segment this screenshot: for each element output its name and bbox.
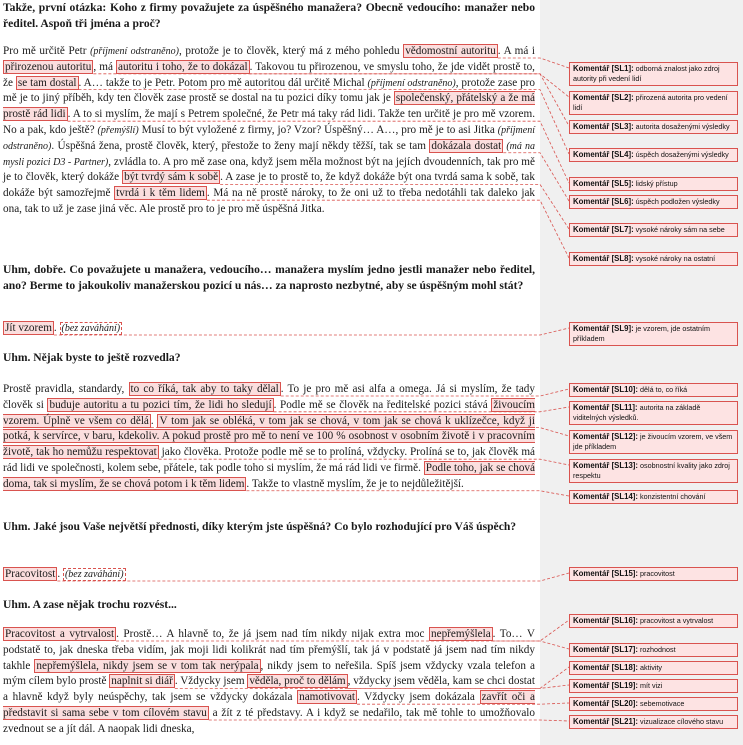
comment-label: [SL13]: (611, 461, 639, 470)
comment-anchor-sl19[interactable]: věděla, proč to dělám (249, 675, 346, 688)
text-run: . (150, 414, 158, 427)
comment-anchor-sl16[interactable]: Pracovitost a vytrvalost (5, 628, 115, 640)
text-run: . A má i (497, 45, 536, 57)
comment-sl18[interactable] (569, 661, 738, 675)
text-run: . Vždycky jsem (174, 675, 248, 688)
text-run: , vždycky jsem věděla, kam se chci dostat a hlavně když byly neúspěchy, tak jsem se vždycky dokázala (3, 675, 535, 704)
text-run: , má (93, 60, 117, 73)
comment-prefix: Komentář (573, 616, 610, 625)
comment-text: je vzorem, jde ostatním příkladem (573, 324, 710, 343)
comment-sl10[interactable] (569, 383, 738, 397)
question-4: Uhm. Jaké jsou Vaše největší přednosti, díky kterým jste úspěšná? Co bylo rozhodující pro Váš úspěch? (3, 520, 517, 533)
comment-label: [SL14]: (611, 492, 639, 501)
question-3: Uhm. Nějak byste to ještě rozvedla? (3, 351, 181, 364)
text-run: . A… takže to je Petr. Potom pro mě autoritou dál určitě Michal (78, 76, 368, 89)
comment-anchor-sl8[interactable]: tvrdá i k těm lidem (116, 187, 205, 200)
comment-label: [SL10]: (611, 385, 639, 394)
comment-label: [SL2]: (611, 93, 634, 102)
comment-anchor-sl17-cont[interactable]: nepřemýšlela, nikdy jsem se v tom tak nerýpala (36, 659, 259, 672)
comment-sl13[interactable] (569, 459, 738, 483)
comment-text: autorita na základě viditelných výsledků. (573, 403, 701, 422)
text-run: a žít z té představy. A i když se nedařilo, tak mě tohle to umožňovalo zvednout se a jít dál. A naopak lidi dneska, (3, 706, 535, 735)
comment-anchor-sl3[interactable]: autoritu i toho, že to dokázal (118, 60, 248, 73)
comment-sl15[interactable] (569, 567, 738, 581)
comment-prefix: Komentář (573, 645, 610, 654)
text-run: . (53, 322, 60, 334)
comment-sl20[interactable] (569, 697, 738, 711)
comment-sl16[interactable] (569, 614, 738, 628)
comment-sl6[interactable] (569, 195, 738, 209)
text-run: jako člověka. Protože podle mě se to prolíná, vždycky. Prolíná se to, jak člověk má rád lidi ve společnosti, kolem sebe, přátele, tak podle toho si myslím, že má rád lidi ve firmě. (3, 446, 535, 474)
text-run: . Má na ně prostě nároky, to že oni už to třeba nedotáhli tak daleko jak ona, tak to už je zase jiná věc. Ale prostě pro to je pro mě úspěšná Jitka. (3, 187, 535, 215)
text-run: . To je pro mě asi alfa a omega. Já si myslím, že tady člověk si (3, 383, 535, 411)
question-5: Uhm. A zase nějak trochu rozvést... (3, 598, 177, 611)
note: (příjmení odstraněno) (3, 124, 535, 152)
text-run: , protože je to člověk, který má z mého pohledu (178, 45, 404, 57)
text-run: Pro mě určitě Petr (3, 45, 91, 57)
text-run: , zvládla to. A pro mě zase ona, když jsem měla možnost být na jejích dvoudenních, tak pro mě je to člověk, který dokáže (3, 155, 535, 184)
comment-anchor-sl4[interactable]: se tam dostal (17, 76, 77, 89)
comment-text: úspěch podložen výsledky (635, 197, 720, 206)
note: (přemýšlí) (97, 124, 139, 136)
comment-label: [SL1]: (611, 64, 634, 73)
comment-anchor-sl9[interactable]: Jít vzorem (5, 322, 52, 334)
comment-anchor-sl13[interactable]: V tom jak se obléká, v tom jak se chová, v tom jak se chová k uklízečce, když ji potká, k servírce, v baru, kdekoliv. A pokud prostě pro mě to není ve 100 % osobnost v osobním životě i v pracovním životě, tak ho nemůžu respektovat (3, 414, 535, 459)
comment-text: vysoké nároky sám na sebe (635, 225, 725, 234)
note: (příjmení odstraněno) (90, 46, 179, 57)
comment-label: [SL7]: (611, 225, 634, 234)
comment-text: vizualizace cílového stavu (640, 717, 724, 726)
text-run: . A to si myslím, že mají s Petrem společné, že Petr má taky rád lidi. Takže ten určitě je pro mě vzorem. No a pak, kdo ještě? (3, 108, 535, 136)
comment-anchor-sl2[interactable]: přirozenou autoritu (5, 60, 92, 73)
comment-sl2[interactable] (569, 91, 738, 115)
answer-3 (3, 382, 535, 493)
comment-prefix: Komentář (573, 699, 610, 708)
comment-label: [SL19]: (611, 681, 639, 690)
comment-prefix: Komentář (573, 64, 610, 73)
comment-label: [SL12]: (611, 432, 639, 441)
comment-label: [SL11]: (611, 403, 638, 412)
question-1: Takže, první otázka: Koho z firmy považujete za úspěšného manažera? Obecně vedoucího: manažer nebo ředitel. Aspoň tři jména a proč? (3, 1, 535, 30)
comment-prefix: Komentář (573, 717, 610, 726)
comment-label: [SL3]: (611, 122, 634, 131)
comment-prefix: Komentář (573, 681, 610, 690)
text-run: . (57, 568, 63, 580)
comment-text: rozhodnost (640, 645, 676, 654)
comment-prefix: Komentář (573, 179, 610, 188)
comment-prefix: Komentář (573, 432, 610, 441)
comment-prefix: Komentář (573, 403, 610, 412)
comment-anchor-sl12[interactable]: živoucím vzorem. Úplně ve všem co dělá (3, 398, 535, 427)
answer-1 (3, 44, 535, 218)
comment-sl9[interactable] (569, 322, 738, 346)
text-run: Musí to být vyložené z firmy, jo? Vzor? Úspěšný… A…, pro mě je to asi Jitka (138, 123, 498, 136)
text-run: , protože zase pro mě je to jiný příběh, kdy ten člověk zase prostě se dostal na tu pozici díky tomu jak je (3, 76, 535, 105)
comment-text: dělá to, co říká (640, 385, 688, 394)
comment-prefix: Komentář (573, 122, 610, 131)
comment-anchor-sl18[interactable]: naplnit si diář (111, 675, 173, 688)
text-run: . Takovou tu přirozenou, ve smyslu toho, že jde vidět prostě to, že (3, 60, 535, 89)
comment-anchor-sl21[interactable]: zavřít oči a představit si sama sebe v tom cílovém stavu (3, 691, 535, 719)
comment-text: úspěch dosaženými výsledky (635, 150, 729, 159)
comment-text: lidský přístup (635, 179, 678, 188)
comment-anchor-sl6[interactable]: dokázala dostat (431, 139, 502, 152)
comment-text: sebemotivace (640, 699, 685, 708)
comment-label: [SL21]: (611, 717, 639, 726)
comment-label: [SL18]: (611, 663, 639, 672)
text-run: . A zase je to prostě to, že když dokáže být ona tvrdá sama k sobě, tak dokáže být samozřejmě (3, 171, 535, 200)
text-run: . Prostě… A hlavně to, že já jsem nad tím nikdy nijak extra moc (116, 628, 430, 640)
text-run: Prostě pravidla, standardy, (3, 383, 129, 395)
comment-prefix: Komentář (573, 569, 610, 578)
comment-text: konzistentní chování (640, 492, 706, 501)
comment-text: přirozená autorita pro vedení lidí (573, 93, 728, 112)
note: (příjmení odstraněno) (367, 77, 456, 89)
text-run: . Takže to vlastně myslím, že je to nejdůležitější. (246, 477, 464, 490)
comment-label: [SL8]: (611, 254, 634, 263)
comment-sl17[interactable] (569, 643, 738, 657)
comment-label: [SL15]: (611, 569, 639, 578)
comment-text: osobnostní kvality jako zdroj respektu (573, 461, 730, 480)
comment-prefix: Komentář (573, 254, 610, 263)
comment-sl19[interactable] (569, 679, 738, 693)
comment-sl4[interactable] (569, 148, 738, 162)
comment-prefix: Komentář (573, 197, 610, 206)
comment-label: [SL17]: (611, 645, 639, 654)
comment-sl7[interactable] (569, 223, 738, 237)
comment-label: [SL9]: (611, 324, 634, 333)
comment-anchor-sl10[interactable]: to co říká, tak aby to taky dělal (130, 383, 279, 395)
comment-label: [SL5]: (611, 179, 634, 188)
question-2: Uhm, dobře. Co považujete u manažera, vedoucího… manažera myslím jedno jestli manažer nebo ředitel, ano? Berme to jakoukoliv manažerskou pozicí u nás… za naprosto nezbytné, aby se úspěšným mohl stát? (3, 263, 535, 292)
comment-text: je živoucím vzorem, ve všem jde příkladem (573, 432, 733, 451)
comment-anchor-sl5[interactable]: společenský, přátelský a že má prostě rád lidi (3, 92, 535, 121)
text-run: . Úspěšná žena, prostě člověk, který, přestože to ženy mají někdy těžší, tak se tam (51, 139, 430, 152)
comment-label: [SL20]: (611, 699, 639, 708)
comment-prefix: Komentář (573, 93, 610, 102)
comment-prefix: Komentář (573, 150, 610, 159)
comment-label: [SL6]: (611, 197, 634, 206)
note: (bez zaváhání) (61, 323, 121, 334)
comment-sl14[interactable] (569, 490, 738, 504)
comment-sl3[interactable] (569, 120, 738, 134)
note: (bez zaváhání) (64, 569, 124, 580)
comment-anchor-sl11[interactable]: buduje autoritu a tu pozici tím, že lidi ho sledují (49, 398, 272, 411)
text-run: , nikdy jsem to neřešila. Spíš jsem vždycky vzala telefon a mým cílem bylo prostě (3, 659, 535, 688)
comment-sl1[interactable] (569, 62, 738, 86)
answer-2 (3, 321, 535, 337)
comment-text: pracovitost (640, 569, 675, 578)
text-run: . Podle mě se člověk na ředitelské pozici stává (273, 398, 492, 411)
comment-anchor-sl1[interactable]: vědomostní autoritu (405, 45, 496, 57)
comment-sl11[interactable] (569, 401, 738, 425)
comment-prefix: Komentář (573, 324, 610, 333)
comment-text: odborná znalost jako zdroj autority při vedení lidí (573, 64, 720, 83)
comment-anchor-sl7[interactable]: být tvrdý sám k sobě (124, 171, 219, 184)
comment-prefix: Komentář (573, 225, 610, 234)
note: (má na mysli pozici D3 - Partner) (3, 140, 535, 168)
comment-prefix: Komentář (573, 385, 610, 394)
comment-text: aktivity (640, 663, 662, 672)
comment-prefix: Komentář (573, 461, 610, 470)
comment-prefix: Komentář (573, 663, 610, 672)
comment-anchor-sl17[interactable]: nepřemýšlela (431, 628, 491, 640)
comment-sl21[interactable] (569, 715, 738, 729)
comment-text: mít vizi (640, 681, 663, 690)
text-run: . To… V podstatě to, jak dneska třeba vidím, jak moji lidi kolikrát nad tím přemýšlí, tak já v podstatě já jsem nad tím nikdy takhle (3, 628, 535, 672)
comment-anchor-sl15[interactable]: Pracovitost (5, 568, 56, 580)
text-run: . Vždycky jsem dokázala (357, 691, 480, 704)
comment-label: [SL4]: (611, 150, 634, 159)
answer-4 (3, 567, 535, 583)
comment-prefix: Komentář (573, 492, 610, 501)
comment-sl5[interactable] (569, 177, 738, 191)
answer-5 (3, 627, 535, 738)
comment-anchor-sl14[interactable]: Podle toho, jak se chová doma, tak si myslím, že se chová potom i k těm lidem (3, 461, 535, 490)
comment-sl8[interactable] (569, 252, 738, 266)
comment-label: [SL16]: (611, 616, 639, 625)
comment-anchor-sl20[interactable]: namotivovat (299, 691, 356, 704)
comment-sl12[interactable] (569, 430, 738, 454)
comment-text: autorita dosaženými výsledky (635, 122, 730, 131)
comment-text: pracovitost a vytrvalost (640, 616, 714, 625)
comment-text: vysoké nároky na ostatní (635, 254, 716, 263)
